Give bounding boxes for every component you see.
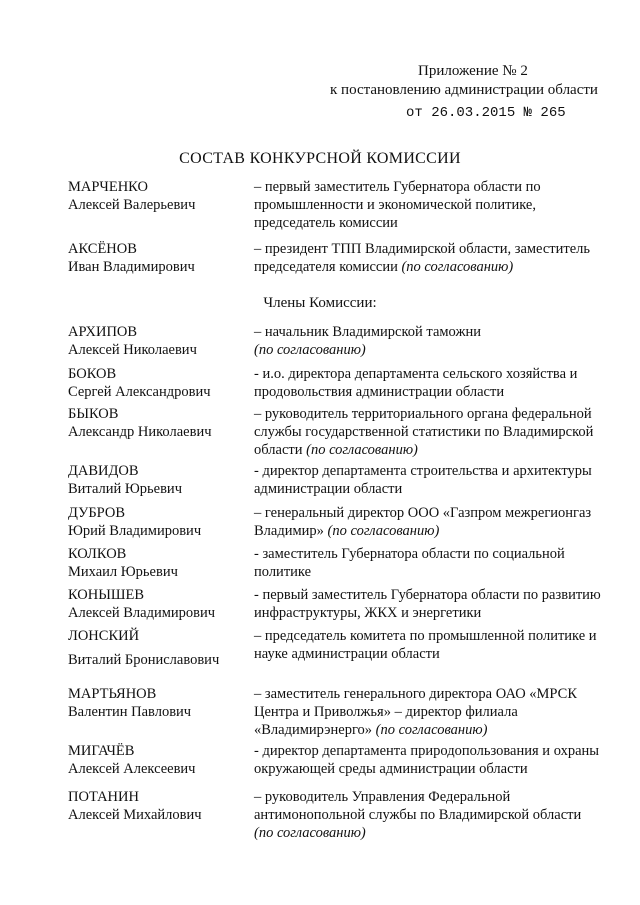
appendix-number: Приложение № 2 (418, 63, 528, 79)
member-surname: ДАВИДОВ (68, 463, 139, 479)
position-text: - первый заместитель Губернатора области по развитию инфраструктуры, ЖКХ и энергетики (254, 587, 601, 621)
member-surname: МИГАЧЁВ (68, 743, 135, 759)
member-position (254, 323, 614, 359)
member-name (68, 405, 243, 441)
member-position (254, 586, 614, 622)
member-surname: АРХИПОВ (68, 324, 138, 340)
member-position (254, 365, 614, 401)
appendix-reference: к постановлению администрации области (330, 82, 598, 98)
member-name (68, 365, 243, 401)
approval-note: (по согласованию) (375, 722, 488, 738)
member-given-name: Иван Владимирович (68, 259, 195, 275)
member-surname: КОЛКОВ (68, 546, 127, 562)
member-name (68, 742, 243, 778)
member-name (68, 323, 243, 359)
member-position (254, 240, 614, 276)
member-surname: БОКОВ (68, 366, 117, 382)
member-name (68, 240, 243, 276)
approval-note: (по согласованию) (306, 442, 418, 458)
member-name (68, 788, 243, 824)
position-text: - директор департамента природопользования и охраны окружающей среды администрации области (254, 743, 600, 777)
position-text: – председатель комитета по промышленной политике и науке администрации области (254, 628, 597, 662)
member-given-name: Алексей Владимирович (68, 605, 216, 621)
member-surname: ЛОНСКИЙ (68, 628, 140, 644)
member-surname: БЫКОВ (68, 406, 119, 422)
approval-note: (по согласованию) (401, 259, 514, 275)
position-text: – первый заместитель Губернатора области по промышленности и экономической политике, председатель комиссии (254, 179, 541, 231)
member-surname: ПОТАНИН (68, 789, 139, 805)
position-text: – президент ТПП Владимирской области, заместитель председателя комиссии (254, 241, 590, 275)
position-text: – заместитель генерального директора ОАО «МРСК Центра и Приволжья» – директор филиала «Владимирэнерго» (254, 686, 578, 738)
approval-note: (по согласованию) (327, 523, 440, 539)
position-text: - заместитель Губернатора области по социальной политике (254, 546, 565, 580)
member-given-name: Алексей Михайлович (68, 807, 202, 823)
member-given-name: Юрий Владимирович (68, 523, 202, 539)
member-given-name: Алексей Валерьевич (68, 197, 196, 213)
member-name (68, 627, 243, 669)
member-position (254, 178, 614, 232)
member-given-name: Виталий Брониславович (68, 652, 220, 668)
member-position (254, 627, 614, 663)
member-name (68, 504, 243, 540)
member-surname: КОНЫШЕВ (68, 587, 145, 603)
member-name (68, 545, 243, 581)
member-name (68, 462, 243, 498)
member-given-name: Александр Николаевич (68, 424, 212, 440)
member-surname: МАРЧЕНКО (68, 179, 148, 195)
approval-note: (по согласованию) (254, 825, 366, 841)
member-name (68, 685, 243, 721)
member-surname: ДУБРОВ (68, 505, 126, 521)
member-position (254, 504, 614, 540)
member-given-name: Алексей Алексеевич (68, 761, 196, 777)
members-heading: Члены Комиссии: (263, 295, 377, 311)
member-position (254, 742, 614, 778)
member-given-name: Алексей Николаевич (68, 342, 197, 358)
member-surname: МАРТЬЯНОВ (68, 686, 157, 702)
member-given-name: Валентин Павлович (68, 704, 192, 720)
member-name (68, 178, 243, 214)
member-name (68, 586, 243, 622)
member-position (254, 685, 614, 739)
approval-note: (по согласованию) (254, 342, 366, 358)
member-position (254, 788, 614, 842)
member-given-name: Михаил Юрьевич (68, 564, 178, 580)
document-title: СОСТАВ КОНКУРСНОЙ КОМИССИИ (179, 150, 461, 167)
member-given-name: Виталий Юрьевич (68, 481, 182, 497)
position-text: - и.о. директора департамента сельского хозяйства и продовольствия администрации области (254, 366, 578, 400)
position-text: – руководитель Управления Федеральной антимонопольной службы по Владимирской области (254, 789, 582, 823)
position-text: – руководитель территориального органа федеральной службы государственной статистики по Владимирской области (254, 406, 594, 458)
member-position (254, 405, 614, 459)
position-text: – генеральный директор ООО «Газпром межрегионгаз Владимир» (254, 505, 592, 539)
position-text: – начальник Владимирской таможни (254, 324, 481, 340)
appendix-date-number: от 26.03.2015 № 265 (406, 105, 566, 121)
appendix-block (330, 62, 620, 123)
member-position (254, 545, 614, 581)
position-text: - директор департамента строительства и архитектуры администрации области (254, 463, 592, 497)
member-given-name: Сергей Александрович (68, 384, 211, 400)
member-surname: АКСЁНОВ (68, 241, 137, 257)
member-position (254, 462, 614, 498)
